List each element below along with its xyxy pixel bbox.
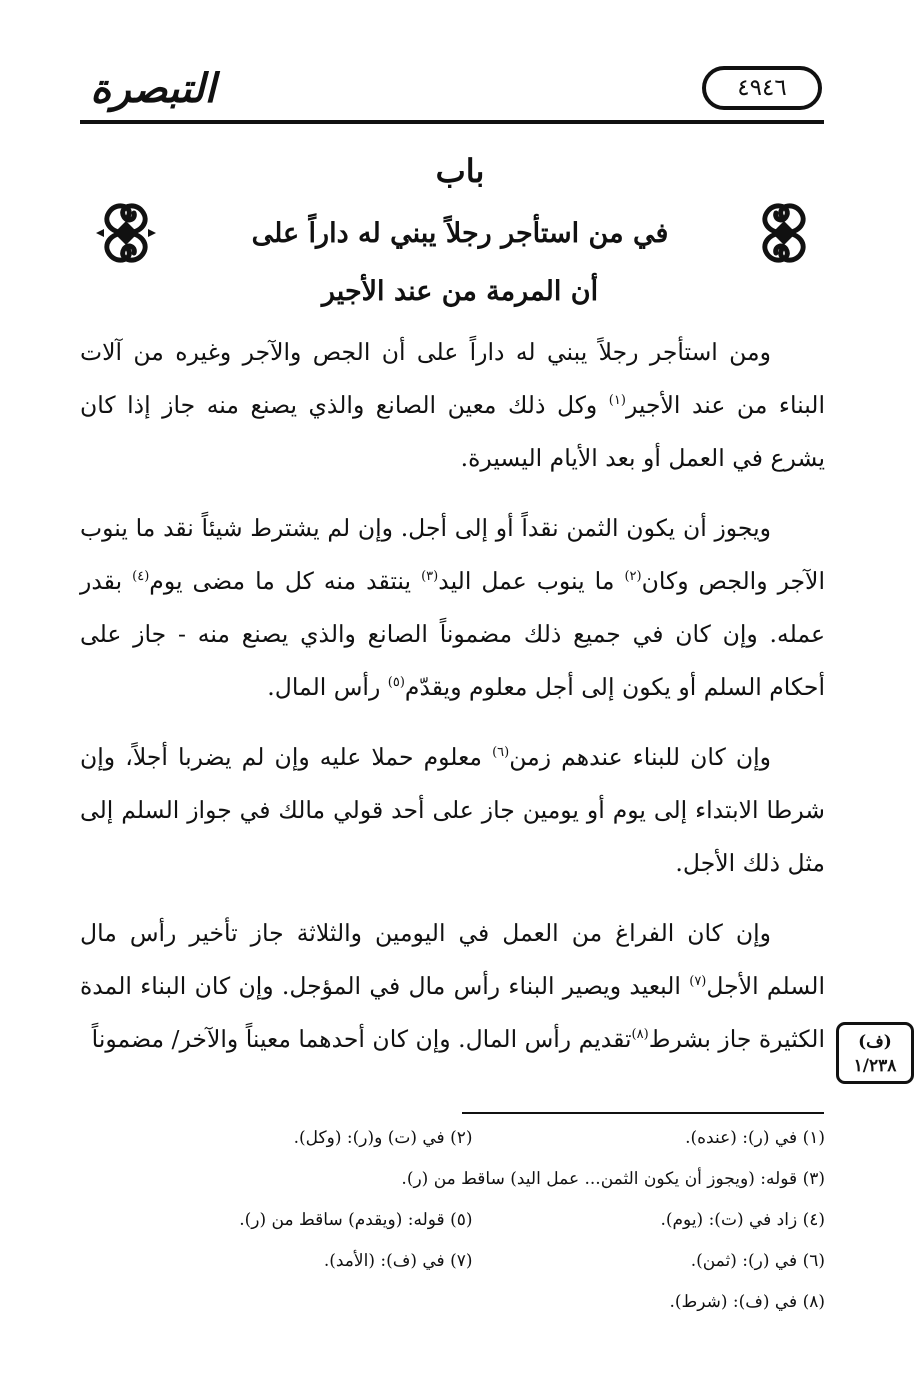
- footnote-row: [120, 1118, 825, 1159]
- text-segment: وكل ذلك معين الصانع والذي يصنع منه جاز إذا كان يشرع في العمل أو بعد الأيام اليسيرة.: [80, 391, 825, 472]
- paragraph-4: [80, 907, 825, 1066]
- text-segment: وإن كان الفراغ من العمل في اليومين والثلاثة جاز تأخير رأس مال السلم الأجل: [80, 919, 825, 1000]
- footnote-marker: (٧): [689, 974, 707, 990]
- footnote-row: [120, 1241, 825, 1282]
- text-segment: ومن استأجر رجلاً يبني له داراً على أن الجص والآجر وغيره من آلات البناء من عند الأجير: [80, 338, 825, 419]
- text-segment: ما ينوب عمل اليد: [438, 567, 625, 595]
- book-title: التبصرة: [90, 65, 216, 112]
- footnote-row: [120, 1200, 825, 1241]
- paragraph-2: [80, 502, 825, 714]
- chapter-label: باب: [435, 152, 485, 190]
- ornament-left-icon: [90, 195, 162, 271]
- footnote-marker: (٣): [421, 569, 439, 585]
- footnote-marker: (٦): [492, 745, 510, 761]
- text-segment: ويجوز أن يكون الثمن نقداً أو إلى أجل. وإن لم يشترط شيئاً نقد ما ينوب الآجر والجص وكان: [80, 514, 825, 595]
- footnote-2: (٢) في (ت) و(ر): (وكل).: [293, 1128, 473, 1148]
- text-segment: معلوم حملا عليه وإن لم يضربا أجلاً، وإن شرطا الابتداء إلى يوم أو يومين جاز على أحد قولي مالك في جواز السلم إلى مثل ذلك الأجل.: [80, 743, 825, 877]
- footnote-marker: (٢): [624, 569, 642, 585]
- footnote-marker: (٤): [132, 569, 150, 585]
- text-segment: وإن كان للبناء عندهم زمن: [509, 743, 771, 771]
- footnote-7: (٧) في (ف): (الأمد).: [323, 1251, 473, 1271]
- text-segment: تقديم رأس المال. وإن كان أحدهما معيناً والآخر/ مضموناً: [91, 1025, 632, 1053]
- footnote-6: (٦) في (ر): (ثمن).: [690, 1251, 825, 1271]
- chapter-title-line-2: أن المرمة من عند الأجير: [321, 276, 599, 307]
- text-segment: ينتقد منه كل ما مضى يوم: [149, 567, 422, 595]
- chapter-title-line-1: في من استأجر رجلاً يبني له داراً على: [251, 218, 669, 249]
- ornament-right-icon: [748, 195, 820, 271]
- footnote-marker: (١): [608, 393, 626, 409]
- text-segment: البعيد ويصير البناء رأس مال في المؤجل. وإن كان البناء المدة الكثيرة جاز بشرط: [80, 972, 825, 1053]
- margin-note: [836, 1022, 914, 1084]
- margin-note-manuscript: (ف): [858, 1032, 892, 1052]
- footnote-marker: (٨): [631, 1027, 649, 1043]
- footnote-rule: [462, 1112, 824, 1114]
- footnote-1: (١) في (ر): (عنده).: [685, 1128, 825, 1148]
- main-text: [80, 326, 825, 1066]
- footnote-row: [120, 1159, 825, 1200]
- text-segment: رأس المال.: [267, 673, 388, 701]
- footnote-5: (٥) قوله: (ويقدم) ساقط من (ر).: [239, 1210, 473, 1230]
- footnotes: [120, 1118, 825, 1323]
- page-number: ٤٩٤٦: [702, 66, 822, 110]
- paragraph-1: [80, 326, 825, 485]
- footnote-3: (٣) قوله: (ويجوز أن يكون الثمن... عمل اليد) ساقط من (ر).: [401, 1169, 825, 1189]
- footnote-8: (٨) في (ف): (شرط).: [669, 1292, 825, 1312]
- text-segment: بقدر عمله. وإن كان في جميع ذلك مضموناً الصانع والذي يصنع منه - جاز على أحكام السلم أو يكون إلى أجل معلوم ويقدّم: [80, 567, 825, 701]
- paragraph-3: [80, 731, 825, 890]
- footnote-marker: (٥): [387, 675, 405, 691]
- margin-note-folio: ١/٢٣٨: [853, 1056, 897, 1076]
- footnote-row: [120, 1282, 825, 1323]
- footnote-4: (٤) زاد في (ت): (يوم).: [660, 1210, 825, 1230]
- header-rule: [80, 120, 824, 124]
